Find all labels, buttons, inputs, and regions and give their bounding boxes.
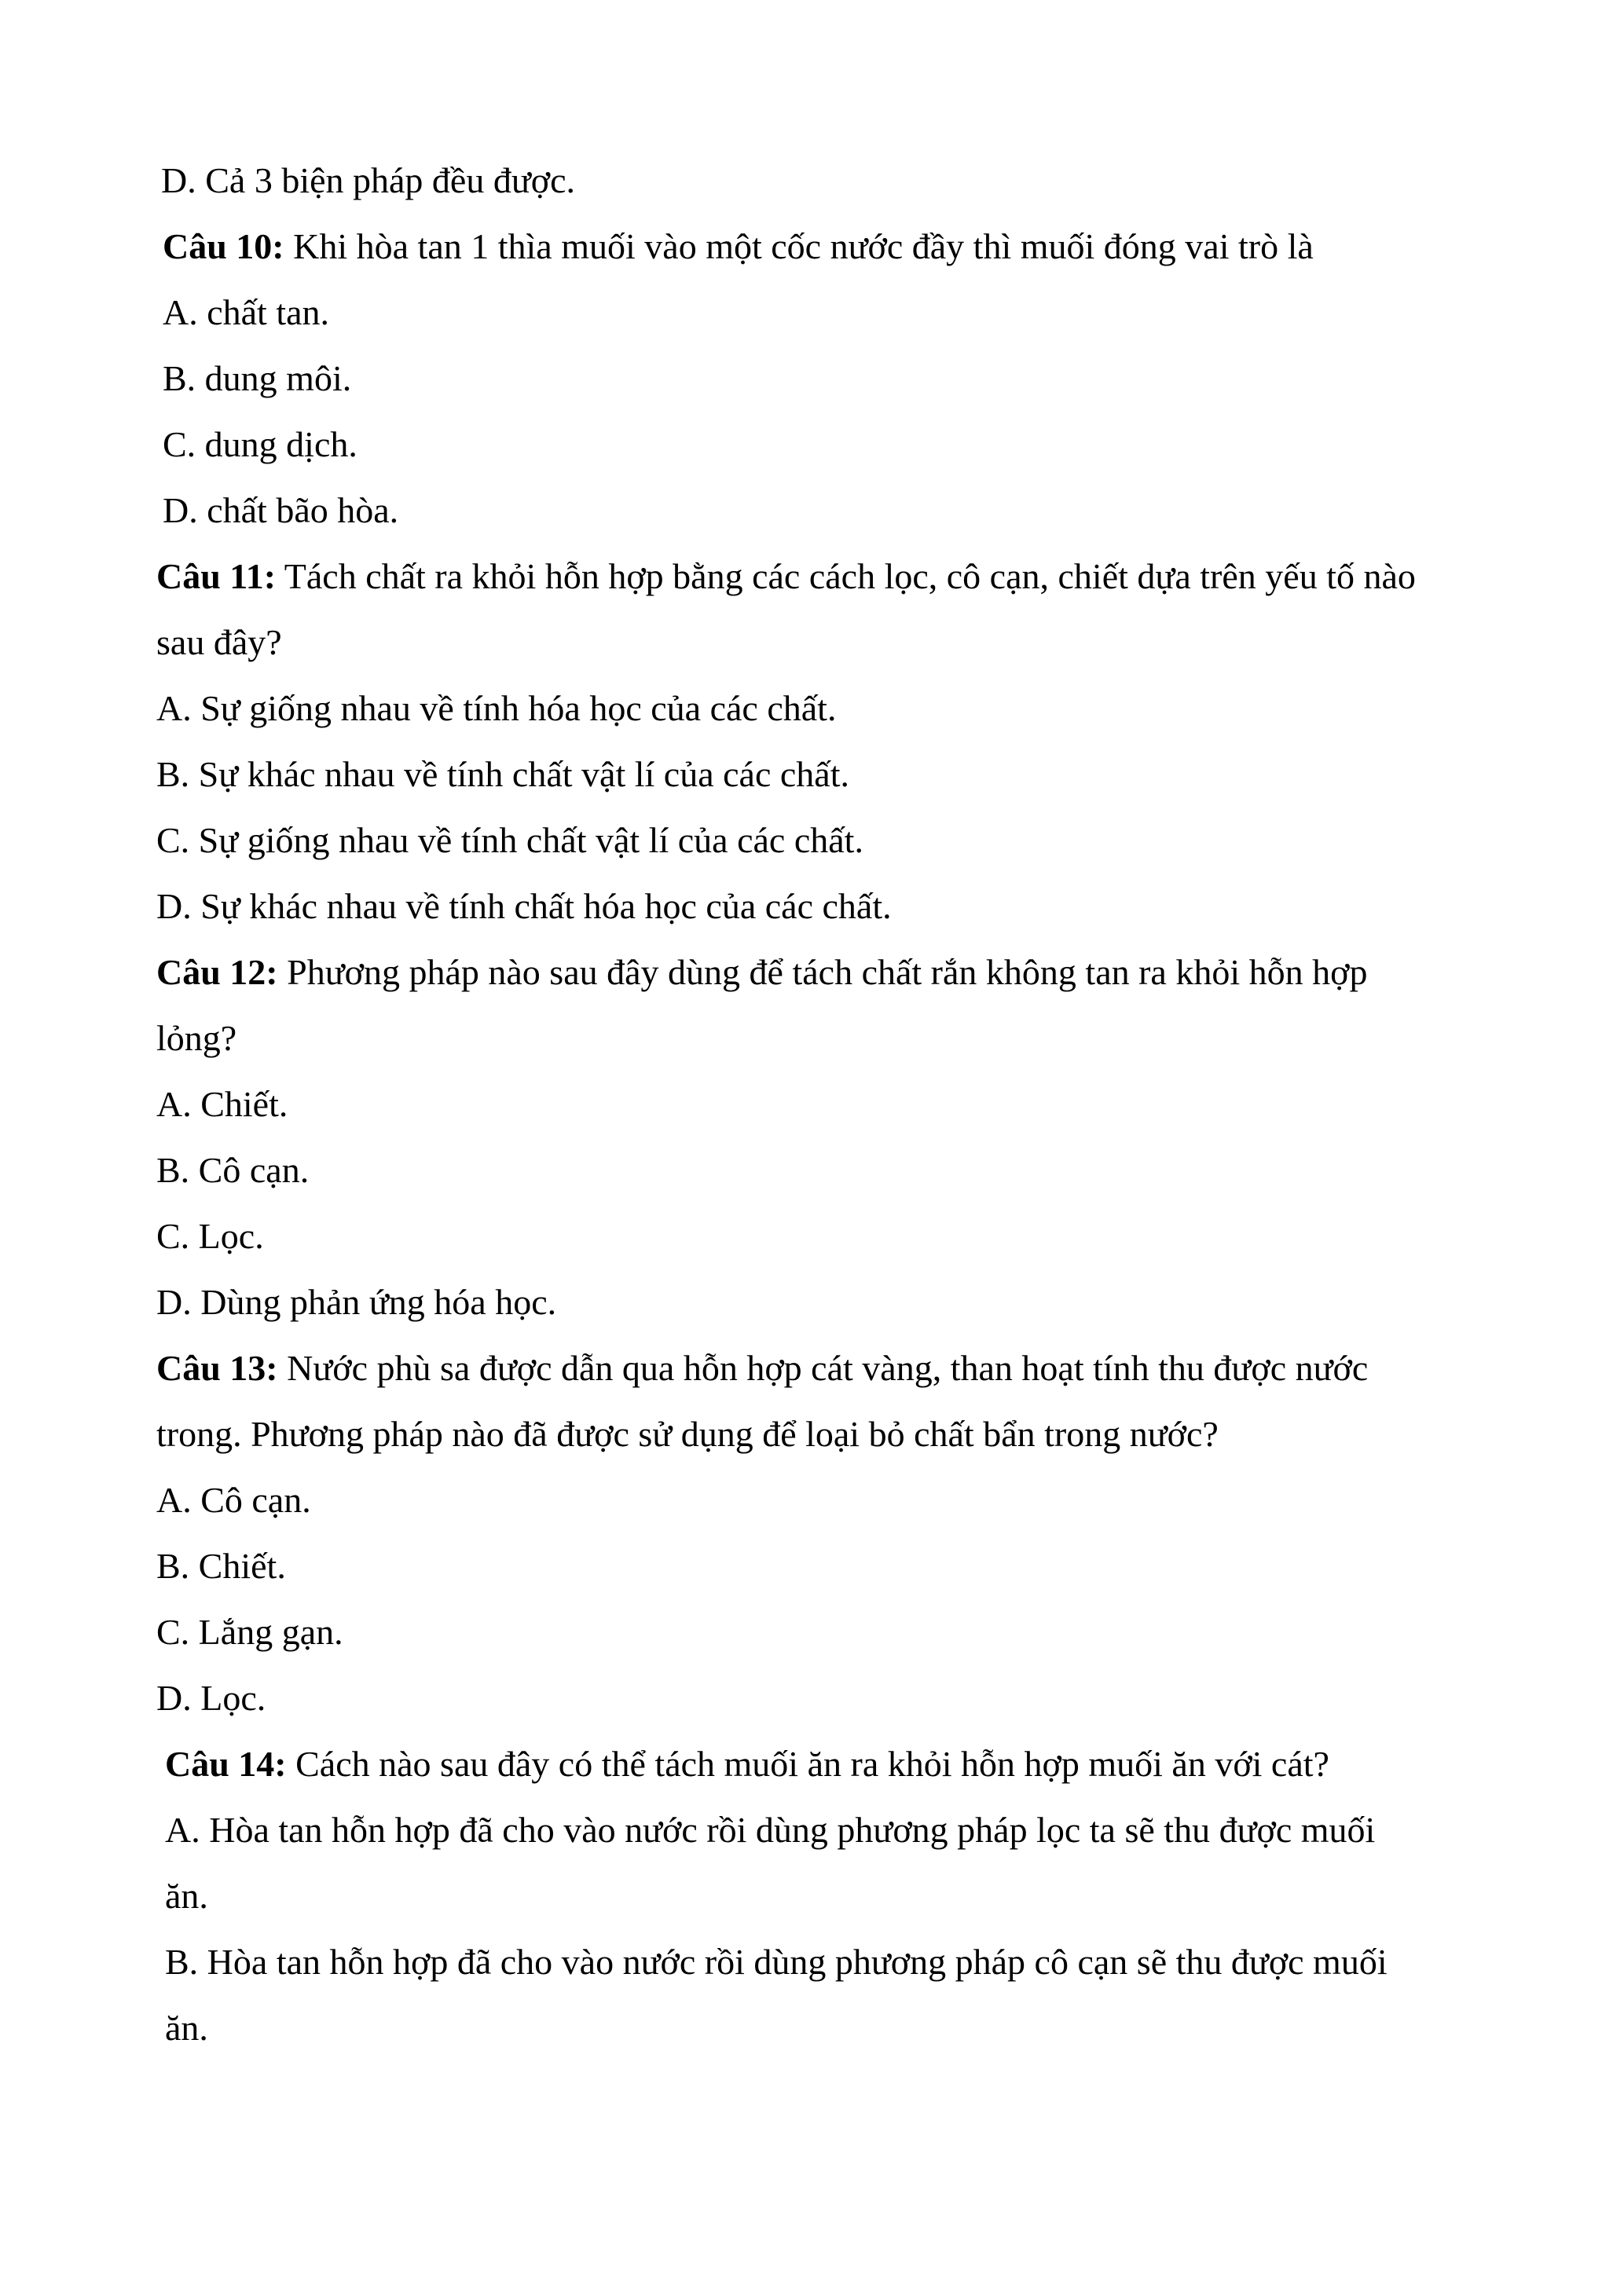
question-text: trong. Phương pháp nào đã được sử dụng để loại bỏ chất bẩn trong nước? — [156, 1414, 1219, 1454]
option-text: C. Lắng gạn. — [156, 1612, 343, 1652]
option-text: D. Sự khác nhau về tính chất hóa học của các chất. — [156, 886, 892, 926]
question-text: lỏng? — [156, 1018, 237, 1058]
question-11 — [156, 555, 1416, 599]
option-11b — [156, 753, 849, 796]
question-label: Câu 10: — [163, 226, 284, 266]
question-11-continuation — [156, 621, 282, 665]
option-11d — [156, 884, 892, 928]
option-14b-continuation — [165, 2006, 208, 2050]
option-13a — [156, 1478, 311, 1522]
option-10b — [163, 357, 351, 401]
question-12-continuation — [156, 1016, 236, 1060]
option-text: B. Cô cạn. — [156, 1150, 310, 1190]
question-text: sau đây? — [156, 622, 282, 662]
option-text: B. Chiết. — [156, 1546, 286, 1586]
option-14b — [165, 1940, 1388, 1984]
option-text: D. Cả 3 biện pháp đều được. — [161, 160, 576, 200]
option-text: ăn. — [165, 2008, 208, 2048]
option-12a — [156, 1082, 288, 1126]
option-text: A. Cô cạn. — [156, 1480, 311, 1520]
question-10 — [163, 225, 1314, 269]
option-11a — [156, 687, 836, 731]
question-text: Khi hòa tan 1 thìa muối vào một cốc nước đầy thì muối đóng vai trò là — [284, 226, 1314, 266]
option-13c — [156, 1610, 343, 1654]
question-label: Câu 14: — [165, 1744, 287, 1784]
question-13-continuation — [156, 1412, 1219, 1456]
option-text: D. Dùng phản ứng hóa học. — [156, 1282, 557, 1322]
option-9d — [161, 159, 575, 203]
option-text: A. Hòa tan hỗn hợp đã cho vào nước rồi dùng phương pháp lọc ta sẽ thu được muối — [165, 1810, 1376, 1850]
option-text: B. dung môi. — [163, 358, 352, 398]
option-text: A. Sự giống nhau về tính hóa học của các chất. — [156, 688, 837, 728]
option-10a — [163, 291, 329, 335]
option-text: A. chất tan. — [163, 292, 330, 332]
option-text: D. Lọc. — [156, 1678, 266, 1718]
option-text: B. Sự khác nhau về tính chất vật lí của các chất. — [156, 754, 849, 794]
question-label: Câu 12: — [156, 952, 278, 992]
option-text: C. Sự giống nhau về tính chất vật lí của các chất. — [156, 820, 863, 860]
option-12b — [156, 1148, 309, 1192]
option-text: D. chất bão hòa. — [163, 490, 399, 530]
option-10d — [163, 489, 398, 533]
question-label: Câu 11: — [156, 556, 277, 596]
option-14a — [165, 1808, 1375, 1852]
option-text: ăn. — [165, 1876, 208, 1916]
question-text: Cách nào sau đây có thể tách muối ăn ra khỏi hỗn hợp muối ăn với cát? — [286, 1744, 1329, 1784]
option-text: C. dung dịch. — [163, 424, 357, 464]
option-12d — [156, 1280, 556, 1324]
option-13b — [156, 1544, 286, 1588]
option-12c — [156, 1214, 264, 1258]
option-13d — [156, 1676, 266, 1720]
option-14a-continuation — [165, 1874, 208, 1918]
question-text: Nước phù sa được dẫn qua hỗn hợp cát vàng, than hoạt tính thu được nước — [277, 1348, 1369, 1388]
question-text: Tách chất ra khỏi hỗn hợp bằng các cách lọc, cô cạn, chiết dựa trên yếu tố nào — [276, 556, 1416, 596]
question-14 — [165, 1742, 1329, 1786]
option-text: A. Chiết. — [156, 1084, 288, 1124]
option-11c — [156, 818, 863, 862]
question-text: Phương pháp nào sau đây dùng để tách chất rắn không tan ra khỏi hỗn hợp — [277, 952, 1368, 992]
question-13 — [156, 1346, 1368, 1390]
option-text: C. Lọc. — [156, 1216, 264, 1256]
option-10c — [163, 423, 357, 467]
option-text: B. Hòa tan hỗn hợp đã cho vào nước rồi dùng phương pháp cô cạn sẽ thu được muối — [165, 1942, 1388, 1982]
question-label: Câu 13: — [156, 1348, 278, 1388]
question-12 — [156, 950, 1367, 994]
